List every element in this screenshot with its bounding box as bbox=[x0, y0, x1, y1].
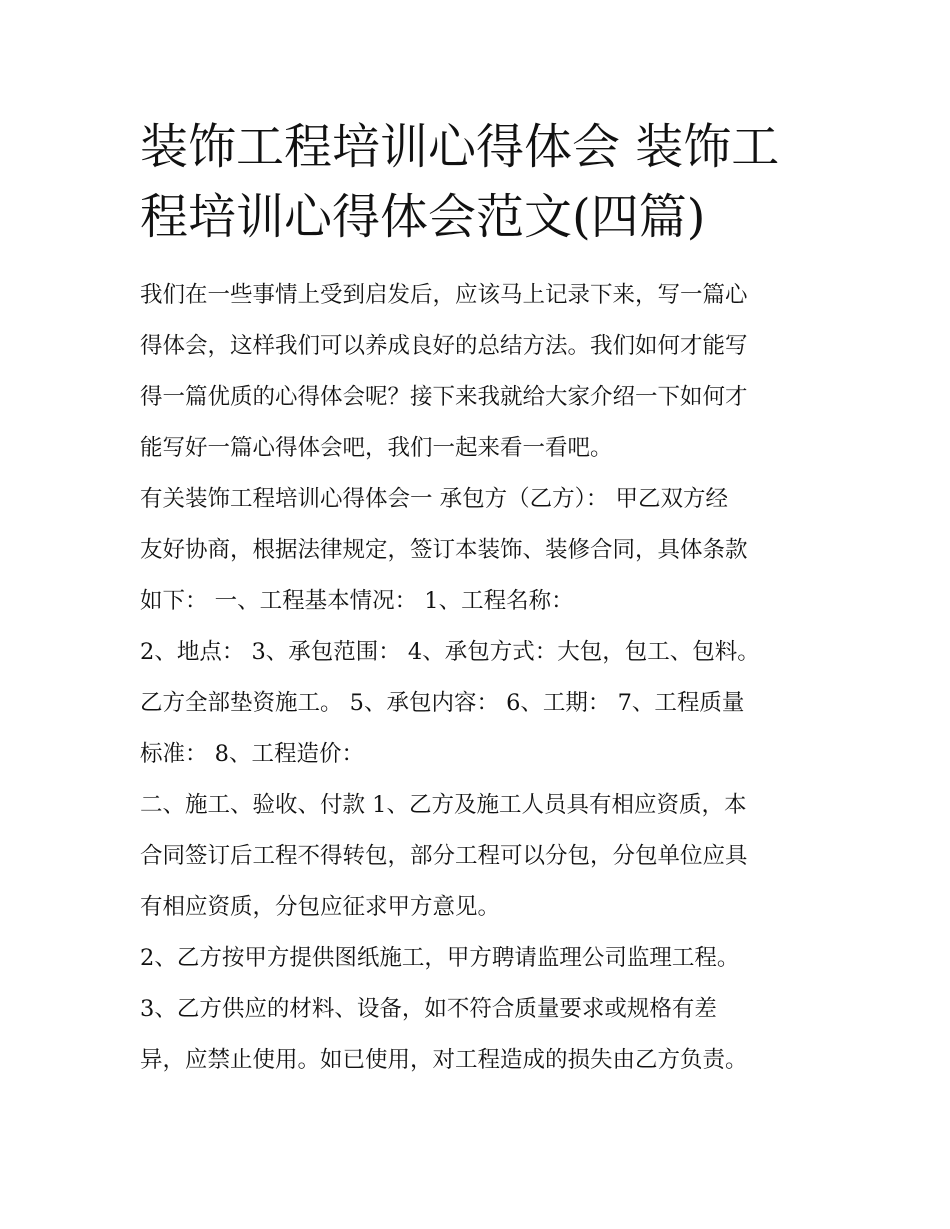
document-title bbox=[140, 112, 820, 252]
body-line: 异，应禁止使用。如已使用，对工程造成的损失由乙方负责。 bbox=[140, 1047, 748, 1073]
body-line: 如下： 一、工程基本情况： 1、工程名称： bbox=[140, 588, 574, 614]
body-line: 二、施工、验收、付款 1、乙方及施工人员具有相应资质，本 bbox=[140, 792, 747, 818]
body-line: 有相应资质，分包应征求甲方意见。 bbox=[140, 894, 501, 920]
title-line: 装饰工程培训心得体会 装饰工 bbox=[140, 119, 780, 175]
body-line: 得体会，这样我们可以养成良好的总结方法。我们如何才能写 bbox=[140, 333, 748, 359]
body-line: 乙方全部垫资施工。 5、承包内容： 6、工期： 7、工程质量 bbox=[140, 690, 745, 716]
document-body bbox=[140, 270, 820, 1086]
body-line: 友好协商，根据法律规定，签订本装饰、装修合同，具体条款 bbox=[140, 537, 748, 563]
body-line: 得一篇优质的心得体会呢？接下来我就给大家介绍一下如何才 bbox=[140, 384, 748, 410]
title-line: 程培训心得体会范文(四篇) bbox=[140, 189, 706, 245]
body-line: 我们在一些事情上受到启发后，应该马上记录下来，写一篇心 bbox=[140, 282, 748, 308]
body-line: 合同签订后工程不得转包，部分工程可以分包，分包单位应具 bbox=[140, 843, 748, 869]
body-line: 3、乙方供应的材料、设备，如不符合质量要求或规格有差 bbox=[140, 996, 717, 1022]
document-content bbox=[140, 112, 820, 1086]
body-line: 能写好一篇心得体会吧，我们一起来看一看吧。 bbox=[140, 435, 613, 461]
body-line: 2、乙方按甲方提供图纸施工，甲方聘请监理公司监理工程。 bbox=[140, 945, 740, 971]
body-line: 2、地点： 3、承包范围： 4、承包方式：大包，包工、包料。 bbox=[140, 639, 760, 665]
body-line: 标准： 8、工程造价： bbox=[140, 741, 364, 767]
body-line: 有关装饰工程培训心得体会一 承包方（乙方）： 甲乙双方经 bbox=[140, 486, 729, 512]
